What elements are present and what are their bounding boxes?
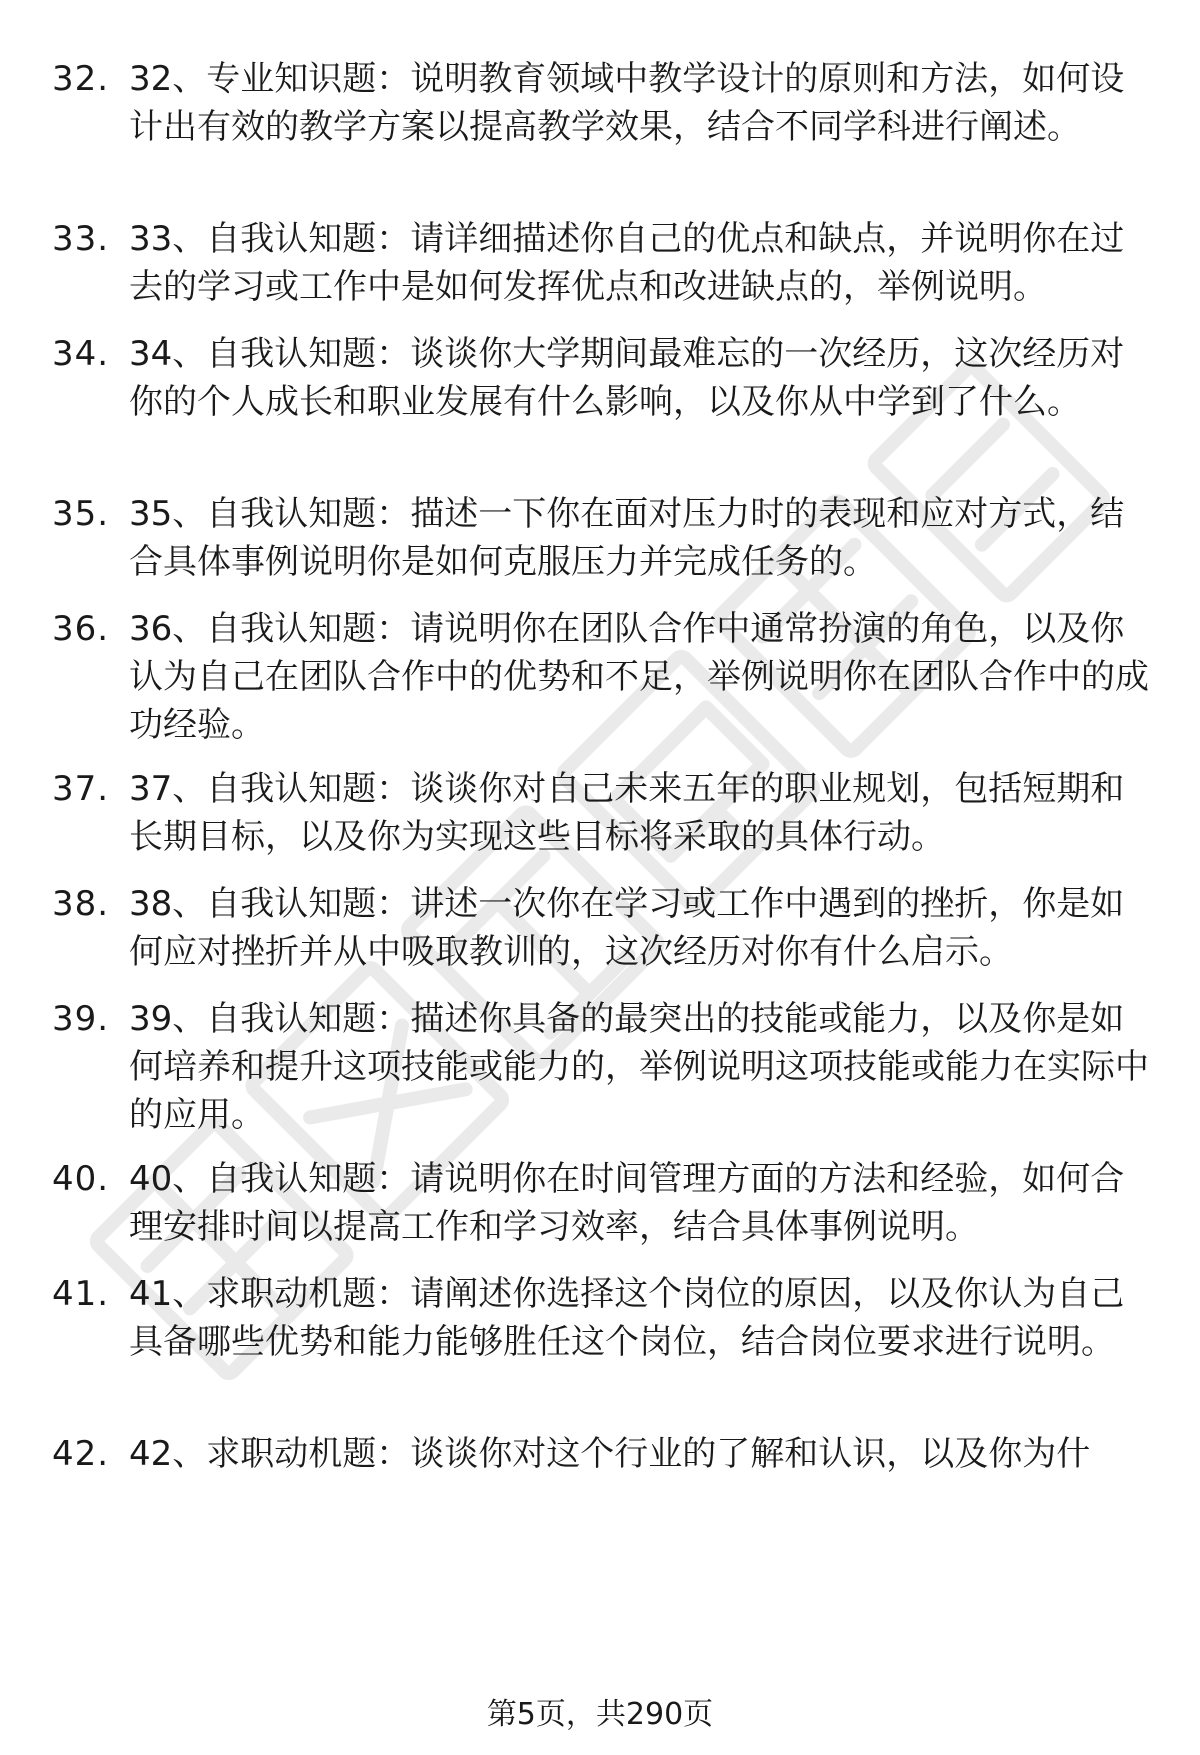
question-text: 33、自我认知题：请详细描述你自己的优点和缺点，并说明你在过去的学习或工作中是如何发挥优点和改进缺点的，举例说明。 (129, 219, 1125, 307)
question-number: 32. (52, 59, 110, 99)
question-text: 41、求职动机题：请阐述你选择这个岗位的原因，以及你认为自己具备哪些优势和能力能够胜任这个岗位，结合岗位要求进行说明。 (129, 1274, 1125, 1362)
question-text: 34、自我认知题：谈谈你大学期间最难忘的一次经历，这次经历对你的个人成长和职业发展有什么影响，以及你从中学到了什么。 (129, 334, 1125, 422)
question-text: 32、专业知识题：说明教育领域中教学设计的原则和方法，如何设计出有效的教学方案以提高教学效果，结合不同学科进行阐述。 (129, 59, 1125, 147)
question-number: 38. (52, 884, 110, 924)
question-text: 39、自我认知题：描述你具备的最突出的技能或能力，以及你是如何培养和提升这项技能或能力的，举例说明这项技能或能力在实际中的应用。 (129, 999, 1149, 1135)
question-text: 42、求职动机题：谈谈你对这个行业的了解和认识，以及你为什 (129, 1434, 1091, 1474)
question-number: 34. (52, 334, 110, 374)
question-number: 35. (52, 494, 110, 534)
question-number: 40. (52, 1159, 110, 1199)
question-text: 40、自我认知题：请说明你在时间管理方面的方法和经验，如何合理安排时间以提高工作和学习效率，结合具体事例说明。 (129, 1159, 1125, 1247)
question-number: 42. (52, 1434, 110, 1474)
question-text: 35、自我认知题：描述一下你在面对压力时的表现和应对方式，结合具体事例说明你是如何克服压力并完成任务的。 (129, 494, 1125, 582)
question-number: 41. (52, 1274, 110, 1314)
question-number: 39. (52, 999, 110, 1039)
question-text: 37、自我认知题：谈谈你对自己未来五年的职业规划，包括短期和长期目标，以及你为实现这些目标将采取的具体行动。 (129, 769, 1125, 857)
question-text: 36、自我认知题：请说明你在团队合作中通常扮演的角色，以及你认为自己在团队合作中的优势和不足，举例说明你在团队合作中的成功经验。 (129, 609, 1149, 745)
question-number: 33. (52, 219, 110, 259)
question-number: 37. (52, 769, 110, 809)
question-text: 38、自我认知题：讲述一次你在学习或工作中遇到的挫折，你是如何应对挫折并从中吸取教训的，这次经历对你有什么启示。 (129, 884, 1125, 972)
question-number: 36. (52, 609, 110, 649)
page-footer: 第5页，共290页 (486, 1697, 714, 1732)
